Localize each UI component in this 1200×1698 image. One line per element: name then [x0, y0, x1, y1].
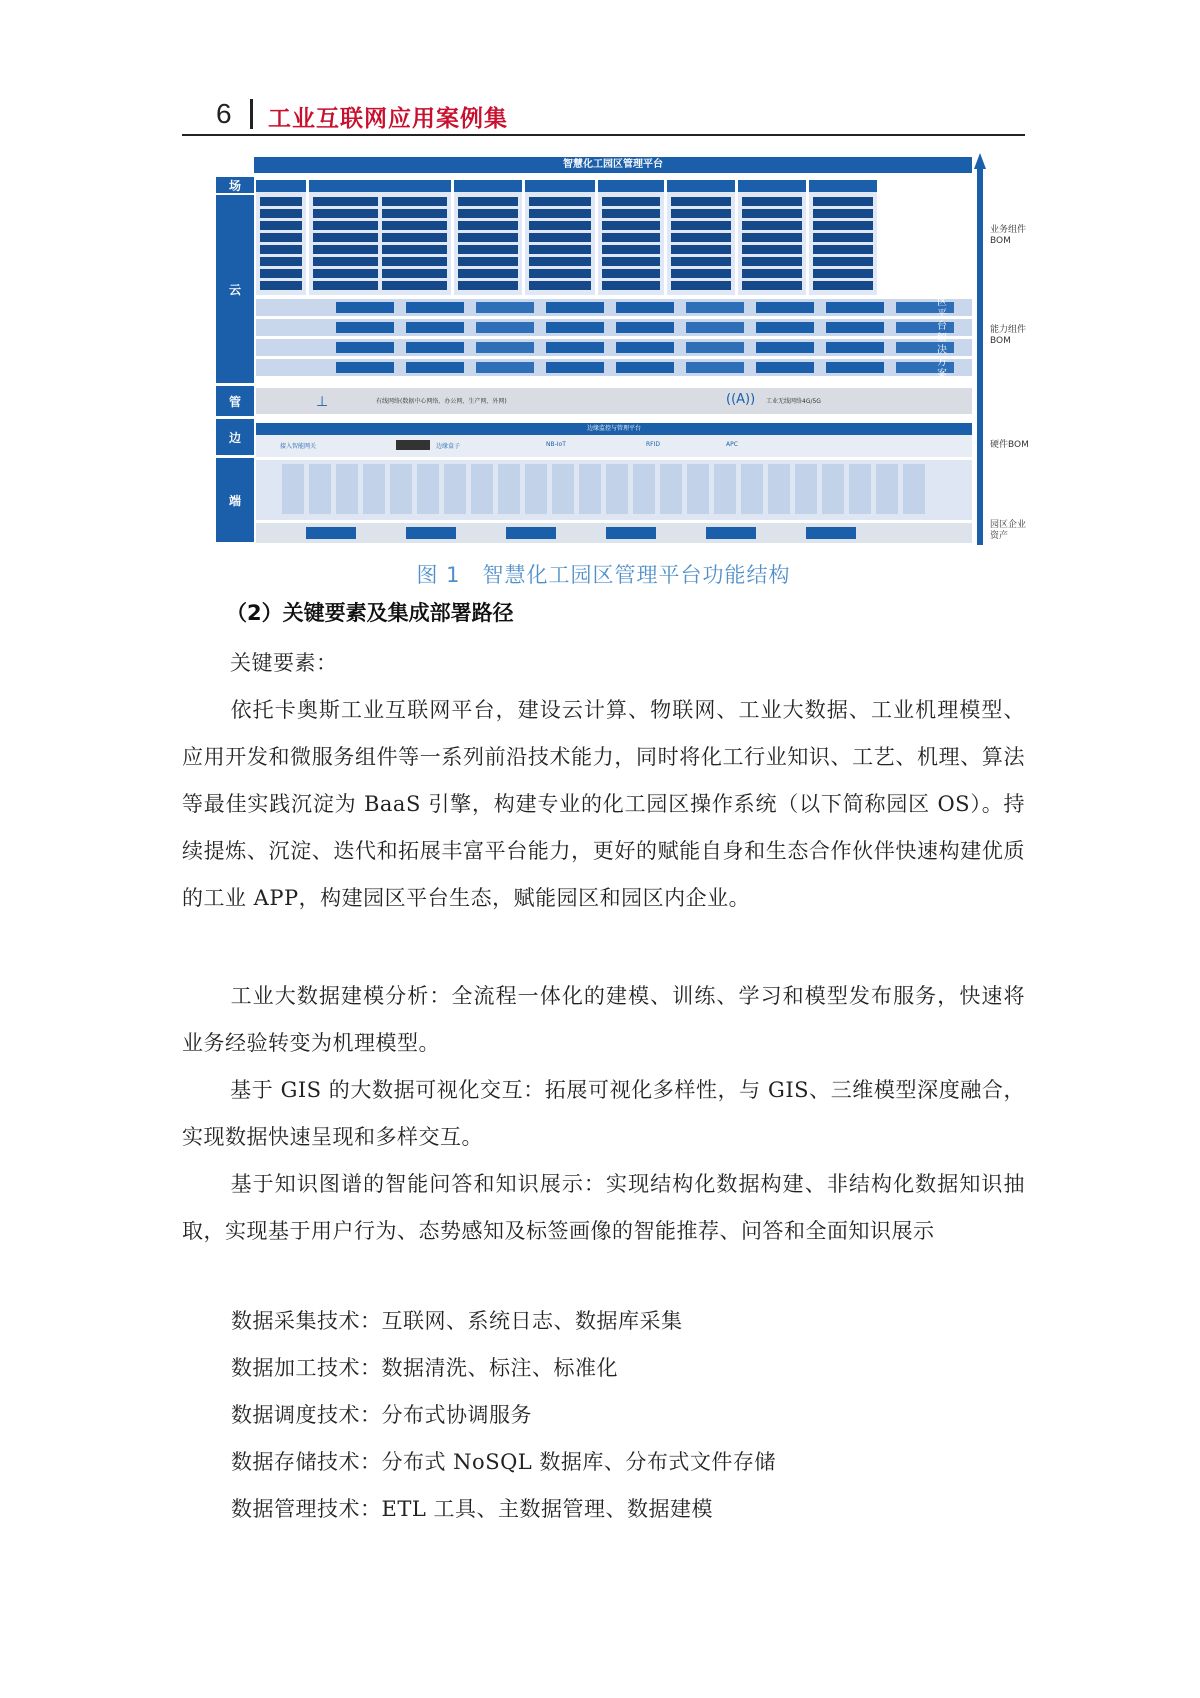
biz-cell	[671, 209, 731, 218]
asset-chip	[806, 527, 856, 539]
capability-chip	[336, 362, 394, 373]
figure-title: 智慧化工园区管理平台	[254, 157, 972, 173]
biz-cell	[529, 269, 591, 278]
biz-cell	[742, 221, 802, 230]
terminal-device-col	[552, 464, 574, 514]
terminal-device-col	[606, 464, 628, 514]
row-label-cloud: 云	[216, 195, 254, 383]
terminal-device-col	[687, 464, 709, 514]
side-label-hw-bom: 硬件BOM	[990, 440, 1029, 450]
biz-cell	[671, 281, 731, 290]
capability-chip	[826, 342, 884, 353]
asset-chip	[406, 527, 456, 539]
biz-cell	[529, 257, 591, 266]
capability-chip	[686, 302, 744, 313]
terminal-device-col	[498, 464, 520, 514]
biz-cell	[458, 269, 518, 278]
biz-cell	[529, 221, 591, 230]
biz-cell	[313, 221, 378, 230]
paragraph: 工业大数据建模分析：全流程一体化的建模、训练、学习和模型发布服务，快速将业务经验转变为机理模型。	[182, 984, 1025, 1055]
biz-cell	[382, 209, 447, 218]
tech-line: 数据采集技术：互联网、系统日志、数据库采集	[231, 1309, 683, 1333]
side-label-assets: 园区企业资产	[990, 520, 1027, 541]
page-header	[182, 96, 1025, 134]
capability-chip	[476, 302, 534, 313]
network-topology-icon: ⊥	[316, 394, 329, 410]
row-label-scene: 场	[216, 177, 254, 193]
biz-cell	[260, 245, 302, 254]
figure-caption: 图 1 智慧化工园区管理平台功能结构	[416, 563, 791, 587]
header-divider	[250, 99, 253, 129]
wireless-antenna-icon: ((A))	[726, 392, 756, 407]
biz-cell	[382, 281, 447, 290]
terminal-device-col	[417, 464, 439, 514]
wireless-network-label: 工业无线网络4G/5G	[766, 398, 821, 405]
edge-box-icon	[396, 440, 430, 450]
biz-cell	[602, 281, 660, 290]
capability-chip	[686, 342, 744, 353]
terminal-device-col	[714, 464, 736, 514]
capability-chip	[406, 302, 464, 313]
capability-chip	[756, 342, 814, 353]
capability-chip	[616, 302, 674, 313]
edge-device-gateway: 接入智能网关	[280, 443, 317, 450]
wired-network-label: 有线网络(数据中心网络、办公网、生产网、外网)	[376, 398, 507, 405]
biz-cell	[813, 245, 873, 254]
biz-cell	[742, 209, 802, 218]
capability-chip	[756, 362, 814, 373]
biz-cell	[602, 197, 660, 206]
biz-cell	[671, 257, 731, 266]
tech-line: 数据调度技术：分布式协调服务	[231, 1403, 532, 1427]
terminal-device-col	[849, 464, 871, 514]
biz-cell	[458, 257, 518, 266]
biz-cell	[671, 233, 731, 242]
asset-chip	[506, 527, 556, 539]
terminal-device-col	[741, 464, 763, 514]
side-label-biz-bom: 业务组件BOM	[990, 225, 1027, 246]
biz-cell	[742, 233, 802, 242]
biz-cell	[313, 209, 378, 218]
page-number: 6	[216, 98, 232, 129]
terminal-device-col	[822, 464, 844, 514]
capability-chip	[756, 322, 814, 333]
biz-cell	[382, 221, 447, 230]
terminal-device-col	[471, 464, 493, 514]
terminal-device-col	[363, 464, 385, 514]
biz-cell	[260, 257, 302, 266]
edge-device-nbiot: NB-IoT	[546, 441, 566, 448]
biz-cell	[602, 233, 660, 242]
capability-chip	[546, 322, 604, 333]
tech-line: 数据管理技术：ETL 工具、主数据管理、数据建模	[231, 1497, 713, 1521]
platform-architecture-figure	[216, 153, 986, 545]
biz-cell	[813, 209, 873, 218]
capability-chip	[336, 302, 394, 313]
paragraph: 基于知识图谱的智能问答和知识展示：实现结构化数据构建、非结构化数据知识抽取，实现基于用户行为、态势感知及标签画像的智能推荐、问答和全面知识展示	[182, 1172, 1025, 1243]
capability-chip	[686, 362, 744, 373]
biz-cell	[260, 281, 302, 290]
capability-chip	[546, 342, 604, 353]
biz-cell	[602, 245, 660, 254]
capability-chip	[336, 322, 394, 333]
capability-chip	[476, 362, 534, 373]
capability-chip	[546, 362, 604, 373]
biz-cell	[382, 269, 447, 278]
biz-cell	[671, 221, 731, 230]
paragraph: 依托卡奥斯工业互联网平台，建设云计算、物联网、工业大数据、工业机理模型、应用开发和微服务组件等一系列前沿技术能力，同时将化工行业知识、工艺、机理、算法等最佳实践沉淀为 BaaS 引擎，构建专业的化工园区操作系统（以下简称园区 OS）。持续提炼、沉淀、迭代和拓展丰富平台能力，更好的赋能自身和生态合作伙伴快速构建优质的工业 APP，构建园区平台生态，赋能园区和园区内企业。	[182, 698, 1025, 910]
biz-cell	[458, 197, 518, 206]
biz-cell	[529, 233, 591, 242]
asset-chip	[706, 527, 756, 539]
capability-chip	[406, 342, 464, 353]
capability-chip	[616, 322, 674, 333]
biz-cell	[813, 281, 873, 290]
biz-cell	[602, 269, 660, 278]
biz-cell	[742, 281, 802, 290]
edge-device-box: 边缘盒子	[436, 443, 461, 450]
capability-chip	[546, 302, 604, 313]
biz-cell	[458, 233, 518, 242]
biz-cell	[529, 245, 591, 254]
biz-cell	[458, 209, 518, 218]
capability-chip	[336, 342, 394, 353]
terminal-device-col	[525, 464, 547, 514]
paragraph: 基于 GIS 的大数据可视化交互：拓展可视化多样性，与 GIS、三维模型深度融合，实现数据快速呈现和多样交互。	[182, 1078, 1025, 1149]
biz-cell	[529, 197, 591, 206]
biz-cell	[671, 245, 731, 254]
biz-cell	[813, 197, 873, 206]
edge-devices-row	[256, 435, 972, 457]
biz-cell	[671, 197, 731, 206]
capability-chip	[406, 322, 464, 333]
biz-cell	[313, 233, 378, 242]
capability-chip	[826, 362, 884, 373]
row-label-network: 管	[216, 386, 254, 416]
terminal-device-col	[336, 464, 358, 514]
capability-chip	[616, 342, 674, 353]
biz-cell	[529, 209, 591, 218]
biz-cell	[313, 257, 378, 266]
edge-device-apc: APC	[726, 441, 738, 448]
biz-cell	[458, 245, 518, 254]
biz-cell	[529, 281, 591, 290]
terminal-device-col	[660, 464, 682, 514]
network-row	[256, 388, 972, 414]
terminal-device-col	[633, 464, 655, 514]
terminal-device-col	[282, 464, 304, 514]
asset-chip	[606, 527, 656, 539]
biz-cell	[602, 209, 660, 218]
capability-chip	[756, 302, 814, 313]
solution-arrow	[974, 153, 986, 545]
capability-chip	[686, 322, 744, 333]
biz-cell	[813, 269, 873, 278]
terminal-device-col	[876, 464, 898, 514]
biz-cell	[602, 221, 660, 230]
capability-chip	[826, 322, 884, 333]
biz-cell	[458, 281, 518, 290]
biz-cell	[813, 257, 873, 266]
tech-line: 数据加工技术：数据清洗、标注、标准化	[231, 1356, 618, 1380]
capability-chip	[476, 322, 534, 333]
header-rule	[182, 134, 1025, 136]
terminal-device-col	[768, 464, 790, 514]
biz-cell	[742, 245, 802, 254]
biz-cell	[313, 269, 378, 278]
capability-chip	[616, 362, 674, 373]
edge-device-rfid: RFID	[646, 441, 661, 448]
biz-cell	[813, 221, 873, 230]
biz-cell	[602, 257, 660, 266]
biz-cell	[671, 269, 731, 278]
biz-cell	[260, 209, 302, 218]
capability-chip	[406, 362, 464, 373]
terminal-device-col	[309, 464, 331, 514]
biz-cell	[260, 221, 302, 230]
biz-cell	[382, 257, 447, 266]
biz-cell	[742, 257, 802, 266]
asset-chip	[306, 527, 356, 539]
tech-line: 数据存储技术：分布式 NoSQL 数据库、分布式文件存储	[231, 1450, 776, 1474]
paragraph: 关键要素：	[230, 651, 338, 675]
biz-cell	[813, 233, 873, 242]
biz-cell	[260, 197, 302, 206]
biz-cell	[742, 197, 802, 206]
biz-cell	[382, 245, 447, 254]
edge-platform-bar: 边缘监控与管理平台	[256, 423, 972, 435]
biz-cell	[382, 197, 447, 206]
biz-cell	[260, 269, 302, 278]
biz-cell	[260, 233, 302, 242]
terminal-device-col	[390, 464, 412, 514]
biz-cell	[382, 233, 447, 242]
row-label-terminal: 端	[216, 458, 254, 542]
biz-cell	[742, 269, 802, 278]
terminal-device-col	[579, 464, 601, 514]
capability-chip	[476, 342, 534, 353]
biz-cell	[458, 221, 518, 230]
side-label-cap-bom: 能力组件BOM	[990, 325, 1027, 346]
biz-cell	[313, 245, 378, 254]
biz-cell	[313, 281, 378, 290]
capability-chip	[826, 302, 884, 313]
terminal-device-col	[795, 464, 817, 514]
terminal-device-col	[903, 464, 925, 514]
row-label-edge: 边	[216, 419, 254, 455]
book-title: 工业互联网应用案例集	[268, 106, 508, 132]
section-subheading: （2）关键要素及集成部署路径	[226, 601, 514, 625]
biz-cell	[313, 197, 378, 206]
vertical-solution-label: 园区平台解决方案	[937, 285, 947, 380]
terminal-device-col	[444, 464, 466, 514]
